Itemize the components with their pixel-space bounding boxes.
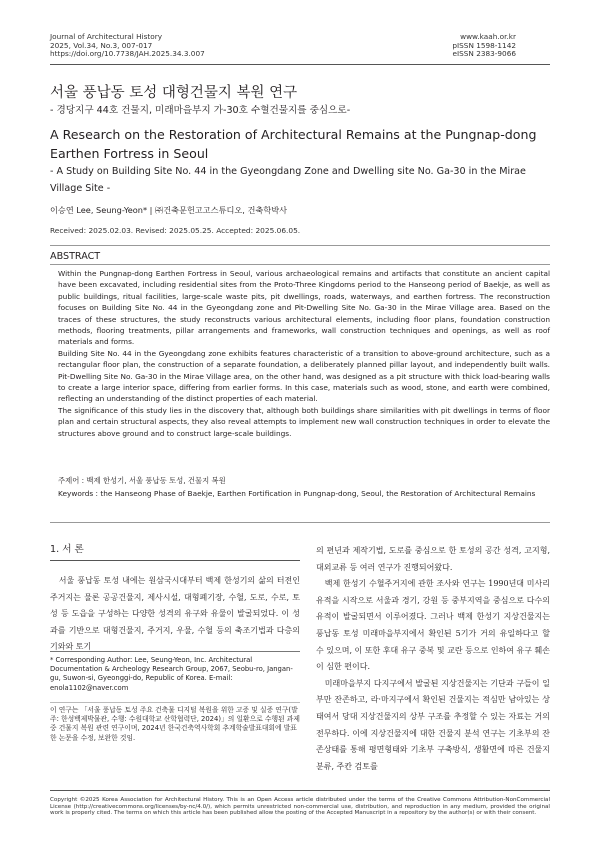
abstract-paragraph: The significance of this study lies in the discovery that, although both buildings share similarities with pit dwellings in terms of floor plan and certain structural aspects, they also reveal attempts to implement new wall construction techniques in order to elevate the structures above ground and to construct large-scale buildings. [58, 405, 550, 438]
abstract-top-rule [50, 245, 550, 246]
subtitle-english: - A Study on Building Site No. 44 in the Gyeongdang Zone and Dwelling site No. Ga-30 in the Mirae Village Site - [50, 166, 526, 194]
journal-name: Journal of Architectural History [50, 32, 163, 41]
body-column-left [50, 573, 300, 656]
journal-info [50, 33, 205, 59]
body-column-right [316, 543, 550, 775]
body-paragraph: 미래마을부지 다지구에서 발굴된 지상건물지는 기단과 구들이 일부만 잔존하고, 라·마지구에서 확인된 건물지는 적심만 남아있는 상태여서 당대 지상건물지의 상부 구조를 추정할 수 있는 자료는 거의 전무하다. 이에 지상건물지에 대한 건물지 분석 연구는 기초부의 잔존상태를 통해 평면형태와 기초부 구축방식, 생활면에 따른 건물지 분류, 주칸 검토를 [316, 678, 550, 771]
author-line: 이승연 Lee, Seung-Yeon* | ㈜건축문헌고고스튜디오, 건축학박사 [50, 205, 288, 215]
received-dates: Received: 2025.02.03. Revised: 2025.05.25. Accepted: 2025.06.05. [50, 226, 301, 235]
keywords-english: Keywords : the Hanseong Phase of Baekje, Earthen Fortification in Pungnap-dong, Seoul, the Restoration of Architectural Remains [58, 489, 536, 498]
journal-website[interactable]: www.kaah.or.kr [460, 32, 516, 41]
subtitle-korean: - 경당지구 44호 건물지, 미래마을부지 가-30호 수혈건물지를 중심으로- [50, 105, 351, 116]
journal-volume: 2025, Vol.34, No.3, 007-017 [50, 40, 153, 50]
pissn: pISSN 1598-1142 [452, 40, 516, 50]
abstract-paragraph: Building Site No. 44 in the Gyeongdang zone exhibits features characteristic of a transition to above-ground architecture, such as a rectangular floor plan, the construction of a separate foundation, a deliberately planned pillar layout, and independently built walls. Pit-Dwelling Site No. Ga-30 in the Mirae Village area, on the other hand, was designed as a pit structure with thick load-bearing walls to create a large interior space, differing from earlier forms. In this case, materials such as wood, stone, and earth were combined, reflecting an understanding of the distinct properties of each material. [58, 348, 550, 404]
footnote-rule [50, 651, 300, 652]
abstract-paragraph: Within the Pungnap-dong Earthen Fortress in Seoul, various archaeological remains and artifacts that constitute an ancient capital have been excavated, including residential sites from the Proto-Three Kingdoms period to the Hanseong period of Baekje, as well as public buildings, ritual facilities, large-scale waste pits, pit dwellings, roads, waterways, and earthen fortress. The reconstruction focuses on Building Site No. 44 in the Gyeongdang zone and Pit-Dwelling Site No. Ga-30 in the Mirae Village area. Based on the traces of these structures, the study reconstructs various architectural elements, including floor plans, foundation construction methods, flooring treatments, pillar arrangements and frameworks, wall construction techniques and openings, as well as roof materials and forms. [58, 269, 550, 347]
body-paragraph: 서울 풍납동 토성 내에는 원삼국시대부터 백제 한성기의 삶의 터전인 주거지는 물론 공공건물지, 제사시설, 대형폐기장, 수혈, 도로, 수로, 토성 등 도읍을 구성하는 다양한 성격의 유구와 유물이 발굴되었다. 이 성과를 기반으로 대형건물지, 주거지, 우물, 수혈 등의 축조기법과 다층의 기와와 토기 [50, 576, 300, 652]
copyright-rule [50, 790, 550, 791]
footnote-divider [50, 702, 300, 703]
keywords-bottom-rule [50, 522, 550, 523]
doi-link[interactable]: https://doi.org/10.7738/JAH.2025.34.3.007 [50, 49, 205, 59]
corresponding-author-note: * Corresponding Author: Lee, Seung-Yeon, Inc. Architectural Documentation & Archeology Research Group, 2067, Seobu-ro, Jangan-gu, Suwon-si, Gyeonggi-do, Republic of Korea. E-mail: enola1102@naver.com [50, 656, 293, 692]
body-paragraph: 의 편년과 제작기법, 도로를 중심으로 한 토성의 공간 성격, 고지형, 대외교류 등 여러 연구가 진행되어왔다. [316, 546, 550, 572]
abstract-heading: ABSTRACT [50, 251, 101, 262]
abstract-body [58, 268, 550, 439]
abstract-heading-rule [50, 264, 550, 265]
section-rule [50, 560, 300, 561]
copyright-notice: Copyright ©2025 Korea Association for Architectural History. This is an Open Access article distributed under the terms of the Creative Commons Attribution-NonCommercial License (http://creativecommons.org/licenses/by-nc/4.0/), which permits unrestricted non-commercial use, distribution, and reproduction in any medium, provided the original work is properly cited. The terms on which this article has been published allow the posting of the Accepted Manuscript in a repository by the author(s) or with their consent. [50, 797, 550, 817]
funding-note: 이 연구는 「서울 풍납동 토성 주요 건축물 디지털 복원을 위한 고증 및 실증 연구(발주: 한성백제박물관, 수행: 수원대학교 산학협력단, 2024)」의 일환으로 수행된 과제 중 건물지 복원 관련 연구이며, 2024년 한국건축역사학회 추계학술발표대회에 발표한 논문을 수정, 보완한 것임. [50, 706, 300, 742]
journal-ids [452, 33, 516, 59]
keywords-korean: 주제어 : 백제 한성기, 서울 풍납동 토성, 건물지 복원 [58, 476, 226, 485]
eissn: eISSN 2383-9066 [452, 49, 516, 59]
body-paragraph: 백제 한성기 수혈주거지에 관한 조사와 연구는 1990년대 미사리 유적을 시작으로 서울과 경기, 강원 등 중부지역을 중심으로 다수의 유적이 발굴되면서 이루어졌다. 그러나 백제 한성기 지상건물지는 풍납동 토성 미래마을부지에서 확인된 5기가 거의 유일하다고 할 수 있으며, 이 또한 후대 유구 중복 및 교란 등으로 인하여 유구 훼손이 심한 편이다. [316, 579, 550, 672]
title-korean: 서울 풍납동 토성 대형건물지 복원 연구 [50, 85, 298, 101]
title-english: A Research on the Restoration of Architectural Remains at the Pungnap-dong Earthen Fortress in Seoul [50, 127, 537, 161]
header-rule [50, 64, 550, 65]
section-heading: 1. 서 론 [50, 544, 84, 555]
